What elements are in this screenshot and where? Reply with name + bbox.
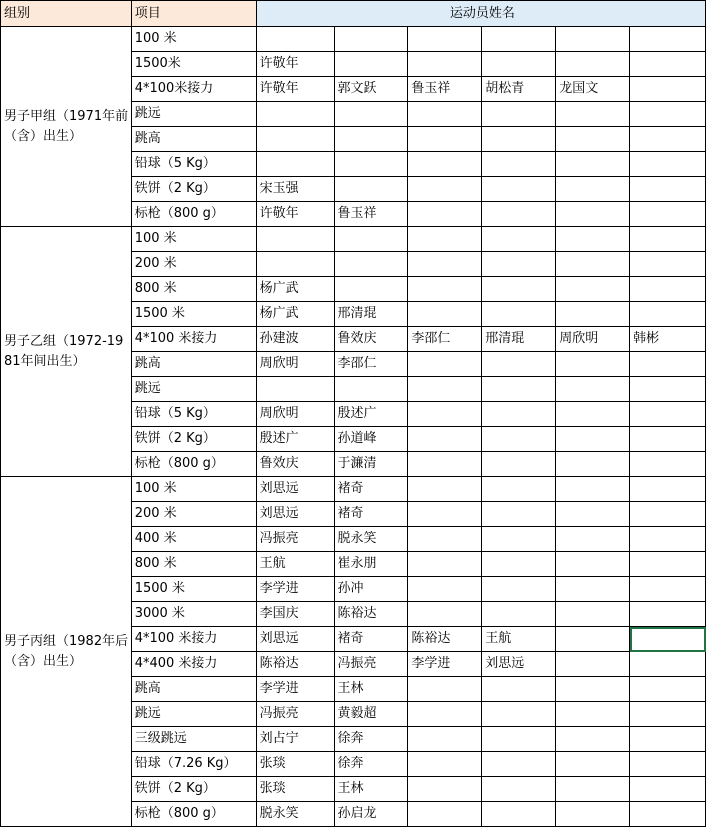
athlete-cell[interactable]: [482, 477, 556, 502]
athlete-cell[interactable]: [630, 477, 706, 502]
athlete-cell[interactable]: [630, 102, 706, 127]
athlete-cell[interactable]: 徐奔: [334, 752, 408, 777]
table-row: [1, 227, 706, 252]
athlete-cell[interactable]: [408, 552, 482, 577]
athlete-cell[interactable]: [482, 602, 556, 627]
athlete-cell[interactable]: [408, 577, 482, 602]
athlete-cell[interactable]: [256, 252, 334, 277]
athlete-cell[interactable]: [408, 152, 482, 177]
athlete-cell[interactable]: [482, 402, 556, 427]
athlete-cell[interactable]: 刘思远: [256, 502, 334, 527]
athlete-cell[interactable]: [630, 452, 706, 477]
athlete-cell[interactable]: 殷述广: [334, 402, 408, 427]
event-cell[interactable]: 4*400 米接力: [131, 652, 256, 677]
header-athletes-cell[interactable]: 运动员姓名: [256, 1, 705, 27]
athlete-cell[interactable]: 徐奔: [334, 727, 408, 752]
athlete-cell[interactable]: [408, 177, 482, 202]
athlete-cell[interactable]: 王航: [256, 552, 334, 577]
athlete-cell[interactable]: [630, 652, 706, 677]
event-cell[interactable]: 200 米: [131, 252, 256, 277]
athlete-cell[interactable]: [408, 677, 482, 702]
athlete-cell[interactable]: [482, 127, 556, 152]
athlete-cell[interactable]: 李国庆: [256, 602, 334, 627]
athlete-cell[interactable]: 刘思远: [256, 627, 334, 652]
athlete-cell[interactable]: 杨广武: [256, 277, 334, 302]
athlete-cell[interactable]: [556, 577, 630, 602]
athlete-cell[interactable]: [408, 702, 482, 727]
athlete-cell[interactable]: [556, 602, 630, 627]
athlete-cell[interactable]: [482, 552, 556, 577]
athlete-cell[interactable]: 孙冲: [334, 577, 408, 602]
athlete-cell[interactable]: [256, 377, 334, 402]
athlete-cell[interactable]: [630, 52, 706, 77]
event-cell[interactable]: 800 米: [131, 277, 256, 302]
athlete-cell[interactable]: [630, 552, 706, 577]
athlete-cell[interactable]: [408, 777, 482, 802]
event-cell[interactable]: 100 米: [131, 477, 256, 502]
athlete-cell[interactable]: 王航: [482, 627, 556, 652]
athlete-cell[interactable]: [630, 577, 706, 602]
table-row: [1, 27, 706, 52]
athlete-cell[interactable]: [556, 777, 630, 802]
athlete-cell[interactable]: [630, 427, 706, 452]
athlete-cell[interactable]: 张琰: [256, 752, 334, 777]
athlete-cell[interactable]: 许敬年: [256, 202, 334, 227]
athlete-cell[interactable]: [334, 27, 408, 52]
athlete-cell[interactable]: [408, 402, 482, 427]
athlete-cell[interactable]: [556, 377, 630, 402]
event-cell[interactable]: 跳远: [131, 377, 256, 402]
athlete-cell[interactable]: [334, 227, 408, 252]
athlete-cell[interactable]: [556, 227, 630, 252]
athlete-cell[interactable]: 褚奇: [334, 627, 408, 652]
athlete-cell[interactable]: [482, 777, 556, 802]
athlete-cell[interactable]: 冯振亮: [256, 702, 334, 727]
athlete-cell[interactable]: [482, 302, 556, 327]
event-cell[interactable]: 铁饼（2 Kg）: [131, 777, 256, 802]
event-cell[interactable]: 1500 米: [131, 302, 256, 327]
athlete-cell[interactable]: 褚奇: [334, 502, 408, 527]
athlete-cell[interactable]: 周欣明: [556, 327, 630, 352]
athlete-cell[interactable]: 鲁效庆: [256, 452, 334, 477]
athlete-cell[interactable]: [630, 527, 706, 552]
athlete-cell[interactable]: [630, 377, 706, 402]
athlete-cell[interactable]: [334, 377, 408, 402]
athlete-cell[interactable]: 鲁玉祥: [334, 202, 408, 227]
athlete-cell[interactable]: 孙启龙: [334, 802, 408, 827]
athlete-cell[interactable]: [408, 502, 482, 527]
athlete-cell[interactable]: [630, 27, 706, 52]
athlete-cell[interactable]: 周欣明: [256, 352, 334, 377]
athlete-cell[interactable]: 刘占宁: [256, 727, 334, 752]
athlete-cell[interactable]: [408, 452, 482, 477]
athlete-cell[interactable]: [482, 27, 556, 52]
athlete-cell[interactable]: 孙道峰: [334, 427, 408, 452]
athlete-cell[interactable]: [556, 102, 630, 127]
athlete-cell[interactable]: [408, 477, 482, 502]
athlete-cell[interactable]: 李邵仁: [408, 327, 482, 352]
athlete-cell[interactable]: [556, 452, 630, 477]
athlete-cell[interactable]: [408, 302, 482, 327]
athlete-cell[interactable]: [408, 377, 482, 402]
athlete-cell[interactable]: 冯振亮: [334, 652, 408, 677]
athlete-cell[interactable]: [630, 702, 706, 727]
athlete-cell[interactable]: 鲁效庆: [334, 327, 408, 352]
athlete-cell[interactable]: [482, 177, 556, 202]
athlete-cell[interactable]: 李邵仁: [334, 352, 408, 377]
athlete-cell[interactable]: [630, 252, 706, 277]
athlete-cell[interactable]: [630, 152, 706, 177]
athlete-cell[interactable]: 邢清琨: [334, 302, 408, 327]
athlete-cell[interactable]: [408, 27, 482, 52]
athlete-cell[interactable]: [334, 152, 408, 177]
event-cell[interactable]: 3000 米: [131, 602, 256, 627]
athlete-cell[interactable]: [556, 652, 630, 677]
athlete-cell[interactable]: 杨广武: [256, 302, 334, 327]
athlete-cell[interactable]: [334, 177, 408, 202]
athlete-cell[interactable]: [482, 202, 556, 227]
athlete-cell[interactable]: 王林: [334, 677, 408, 702]
athlete-cell[interactable]: [482, 252, 556, 277]
event-cell[interactable]: 铁饼（2 Kg）: [131, 177, 256, 202]
athlete-cell[interactable]: [556, 27, 630, 52]
athlete-cell[interactable]: [556, 127, 630, 152]
group-name-cell[interactable]: 男子乙组（1972-1981年间出生）: [1, 227, 132, 477]
athlete-cell[interactable]: [408, 252, 482, 277]
event-cell[interactable]: 跳高: [131, 677, 256, 702]
athlete-cell[interactable]: [408, 602, 482, 627]
header-event-cell[interactable]: 项目: [131, 1, 256, 27]
athlete-cell[interactable]: 周欣明: [256, 402, 334, 427]
athlete-cell[interactable]: 胡松青: [482, 77, 556, 102]
athlete-cell[interactable]: [334, 252, 408, 277]
athlete-cell[interactable]: [482, 802, 556, 827]
athlete-cell[interactable]: [482, 702, 556, 727]
athlete-cell[interactable]: [556, 152, 630, 177]
event-cell[interactable]: 铅球（5 Kg）: [131, 152, 256, 177]
athlete-cell[interactable]: [630, 352, 706, 377]
athlete-cell[interactable]: [556, 177, 630, 202]
event-cell[interactable]: 跳远: [131, 102, 256, 127]
athlete-cell[interactable]: 王林: [334, 777, 408, 802]
athlete-cell[interactable]: [482, 352, 556, 377]
athlete-cell[interactable]: [630, 727, 706, 752]
athlete-cell[interactable]: 脱永笑: [334, 527, 408, 552]
athlete-cell[interactable]: 张琰: [256, 777, 334, 802]
athlete-cell[interactable]: [556, 402, 630, 427]
athlete-cell[interactable]: 宋玉强: [256, 177, 334, 202]
group-name-cell[interactable]: 男子甲组（1971年前（含）出生）: [1, 27, 132, 227]
athlete-cell[interactable]: [408, 52, 482, 77]
athlete-cell[interactable]: [630, 402, 706, 427]
athlete-cell[interactable]: [482, 527, 556, 552]
athlete-cell[interactable]: [630, 177, 706, 202]
header-group-cell[interactable]: 组别: [1, 1, 132, 27]
athlete-cell[interactable]: [556, 352, 630, 377]
athlete-cell[interactable]: [482, 502, 556, 527]
athlete-cell[interactable]: [408, 752, 482, 777]
header-row: [1, 1, 706, 27]
athlete-cell[interactable]: [256, 152, 334, 177]
athlete-cell[interactable]: [256, 227, 334, 252]
athlete-cell[interactable]: [408, 427, 482, 452]
athlete-cell[interactable]: [482, 752, 556, 777]
event-cell[interactable]: 4*100 米接力: [131, 627, 256, 652]
athlete-cell[interactable]: [556, 502, 630, 527]
athlete-cell[interactable]: [630, 277, 706, 302]
event-cell[interactable]: 跳远: [131, 702, 256, 727]
athlete-cell[interactable]: [256, 127, 334, 152]
table-row: [1, 477, 706, 502]
athlete-cell[interactable]: [482, 677, 556, 702]
athlete-cell[interactable]: [482, 52, 556, 77]
athlete-cell[interactable]: [482, 277, 556, 302]
athlete-cell[interactable]: 韩彬: [630, 327, 706, 352]
athlete-cell[interactable]: [556, 527, 630, 552]
athlete-cell[interactable]: 黄毅超: [334, 702, 408, 727]
athlete-cell[interactable]: 褚奇: [334, 477, 408, 502]
event-cell[interactable]: 标枪（800 g）: [131, 452, 256, 477]
athlete-cell[interactable]: [334, 277, 408, 302]
athlete-cell[interactable]: [482, 227, 556, 252]
athlete-cell[interactable]: [630, 677, 706, 702]
athlete-cell[interactable]: [256, 102, 334, 127]
event-cell[interactable]: 400 米: [131, 527, 256, 552]
athlete-cell[interactable]: [334, 52, 408, 77]
event-cell[interactable]: 100 米: [131, 227, 256, 252]
athlete-cell[interactable]: 许敬年: [256, 52, 334, 77]
athlete-cell[interactable]: 冯振亮: [256, 527, 334, 552]
athlete-cell[interactable]: [408, 352, 482, 377]
athlete-cell[interactable]: [556, 727, 630, 752]
athlete-cell[interactable]: 刘思远: [482, 652, 556, 677]
athlete-cell[interactable]: [630, 502, 706, 527]
athlete-cell[interactable]: 于濂清: [334, 452, 408, 477]
athlete-cell[interactable]: 殷述广: [256, 427, 334, 452]
athlete-cell[interactable]: [334, 102, 408, 127]
athlete-cell[interactable]: [556, 52, 630, 77]
athlete-cell[interactable]: [408, 277, 482, 302]
athlete-cell[interactable]: [482, 577, 556, 602]
athlete-cell[interactable]: [630, 127, 706, 152]
event-cell[interactable]: 标枪（800 g）: [131, 202, 256, 227]
athlete-cell[interactable]: [556, 802, 630, 827]
event-cell[interactable]: 标枪（800 g）: [131, 802, 256, 827]
event-cell[interactable]: 200 米: [131, 502, 256, 527]
athlete-cell[interactable]: [556, 277, 630, 302]
event-cell[interactable]: 三级跳远: [131, 727, 256, 752]
group-name-cell[interactable]: 男子丙组（1982年后（含）出生）: [1, 477, 132, 827]
event-cell[interactable]: 4*100 米接力: [131, 327, 256, 352]
athlete-cell[interactable]: [408, 227, 482, 252]
athlete-cell[interactable]: [408, 102, 482, 127]
athlete-cell[interactable]: [482, 152, 556, 177]
athlete-cell[interactable]: [408, 727, 482, 752]
athlete-cell[interactable]: [408, 527, 482, 552]
athlete-cell[interactable]: 刘思远: [256, 477, 334, 502]
athlete-cell[interactable]: [556, 552, 630, 577]
athlete-cell[interactable]: [556, 202, 630, 227]
athlete-cell[interactable]: [334, 127, 408, 152]
event-cell[interactable]: 100 米: [131, 27, 256, 52]
event-cell[interactable]: 铅球（5 Kg）: [131, 402, 256, 427]
athlete-cell[interactable]: 鲁玉祥: [408, 77, 482, 102]
athlete-cell[interactable]: [630, 802, 706, 827]
athlete-cell[interactable]: [556, 627, 630, 652]
athlete-cell[interactable]: [556, 477, 630, 502]
athlete-cell[interactable]: [630, 302, 706, 327]
athlete-cell[interactable]: [630, 77, 706, 102]
athlete-cell[interactable]: [256, 27, 334, 52]
athlete-cell[interactable]: 崔永朋: [334, 552, 408, 577]
athlete-cell[interactable]: [556, 427, 630, 452]
athlete-cell[interactable]: [556, 752, 630, 777]
athlete-cell[interactable]: [482, 452, 556, 477]
athlete-cell[interactable]: 陈裕达: [256, 652, 334, 677]
athlete-cell[interactable]: [482, 727, 556, 752]
athlete-cell[interactable]: 龙国文: [556, 77, 630, 102]
athlete-cell[interactable]: [630, 202, 706, 227]
athlete-cell[interactable]: [408, 127, 482, 152]
athlete-cell[interactable]: 李学进: [256, 577, 334, 602]
athlete-cell[interactable]: 李学进: [408, 652, 482, 677]
athlete-cell[interactable]: 郭文跃: [334, 77, 408, 102]
athlete-cell[interactable]: [556, 302, 630, 327]
event-cell[interactable]: 跳高: [131, 352, 256, 377]
athlete-cell[interactable]: 陈裕达: [408, 627, 482, 652]
athlete-cell[interactable]: [482, 377, 556, 402]
athlete-cell[interactable]: [408, 802, 482, 827]
athlete-cell[interactable]: 许敬年: [256, 77, 334, 102]
event-cell[interactable]: 4*100米接力: [131, 77, 256, 102]
athlete-cell[interactable]: 脱永笑: [256, 802, 334, 827]
athlete-cell[interactable]: [482, 427, 556, 452]
event-cell[interactable]: 铁饼（2 Kg）: [131, 427, 256, 452]
selected-cell[interactable]: [630, 627, 706, 652]
athlete-cell[interactable]: [630, 227, 706, 252]
event-cell[interactable]: 铅球（7.26 Kg）: [131, 752, 256, 777]
event-cell[interactable]: 跳高: [131, 127, 256, 152]
athlete-cell[interactable]: [482, 102, 556, 127]
event-cell[interactable]: 800 米: [131, 552, 256, 577]
event-cell[interactable]: 1500米: [131, 52, 256, 77]
athlete-cell[interactable]: 陈裕达: [334, 602, 408, 627]
athlete-cell[interactable]: 孙建波: [256, 327, 334, 352]
athlete-cell[interactable]: [630, 602, 706, 627]
athlete-cell[interactable]: [630, 777, 706, 802]
athlete-cell[interactable]: [630, 752, 706, 777]
athlete-cell[interactable]: [556, 677, 630, 702]
athlete-cell[interactable]: [408, 202, 482, 227]
athlete-cell[interactable]: 李学进: [256, 677, 334, 702]
athlete-cell[interactable]: [556, 252, 630, 277]
athlete-cell[interactable]: [556, 702, 630, 727]
athlete-cell[interactable]: 邢清琨: [482, 327, 556, 352]
event-cell[interactable]: 1500 米: [131, 577, 256, 602]
